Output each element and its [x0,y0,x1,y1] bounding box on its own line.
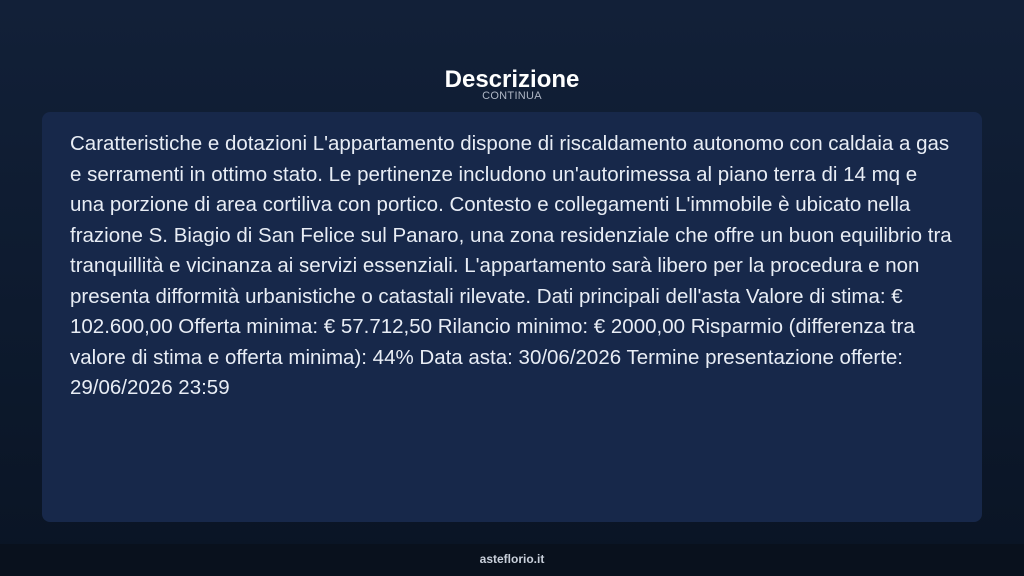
continua-subtitle: CONTINUA [482,90,542,102]
description-text: Caratteristiche e dotazioni L'appartamento dispone di riscaldamento autonomo con caldaia a gas e serramenti in ottimo stato. Le pertinenze includono un'autorimessa al piano terra di 14 mq e una porzione di area cortiliva con portico. Contesto e collegamenti L'immobile è ubicato nella frazione S. Biagio di San Felice sul Panaro, una zona residenziale che offre un buon equilibrio tra tranquillità e vicinanza ai servizi essenziali. L'appartamento sarà libero per la procedura e non presenta difformità urbanistiche o catastali rilevate. Dati principali dell'asta Valore di stima: € 102.600,00 Offerta minima: € 57.712,50 Rilancio minimo: € 2000,00 Risparmio (differenza tra valore di stima e offerta minima): 44% Data asta: 30/06/2026 Termine presentazione offerte: 29/06/2026 23:59 [70,132,952,399]
site-name: asteflorio.it [479,552,545,566]
footer-bar [0,544,1024,576]
description-card [42,112,982,522]
page-title: Descrizione [444,66,580,94]
